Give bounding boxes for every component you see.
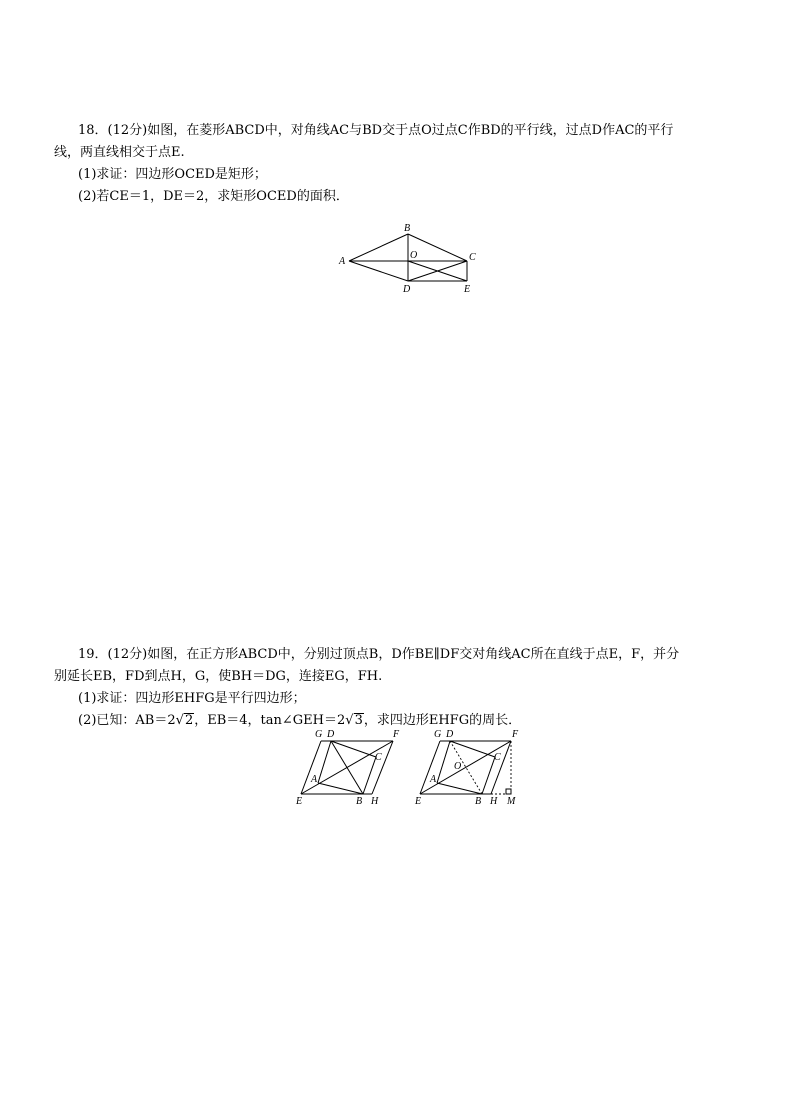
problem-18 (54, 120, 750, 208)
label-f: F (512, 729, 519, 740)
label-g: G (434, 729, 442, 740)
line-ef (420, 741, 511, 794)
label-c: C (469, 252, 476, 263)
part2-text-c: ，求四边形EHFG的周长． (363, 713, 522, 728)
label-a: A (430, 774, 437, 785)
problem-18-figure (336, 220, 486, 296)
problem-19 (54, 644, 750, 732)
label-d: D (327, 729, 335, 740)
label-e: E (464, 284, 471, 295)
right-angle-mark (506, 789, 511, 794)
label-o: O (454, 761, 462, 772)
side-ad (437, 741, 450, 783)
label-d: D (403, 284, 411, 295)
part2-text-a: (2)已知：AB＝2 (78, 713, 176, 728)
side-da (349, 261, 408, 281)
part2-text-b: ，EB＝4，tan∠GEH＝2 (194, 713, 346, 728)
problem-19-figure-right (410, 724, 535, 812)
line-eg (301, 741, 321, 794)
side-ba (318, 783, 363, 794)
radicand-2: 3 (354, 713, 363, 728)
problem-18-statement-line2: 线，两直线相交于点E. (54, 145, 185, 160)
sqrt-symbol: √ (345, 713, 354, 728)
label-h: H (490, 796, 498, 807)
label-b: B (475, 796, 482, 807)
side-dc (331, 741, 376, 757)
radicand-1: 2 (184, 713, 194, 728)
line-hf (491, 741, 511, 794)
label-g: G (315, 729, 323, 740)
label-f: F (393, 729, 400, 740)
problem-18-part2: (2)若CE＝1，DE＝2，求矩形OCED的面积． (78, 189, 349, 204)
label-m: M (507, 796, 516, 807)
label-b: B (404, 223, 411, 234)
side-ad (318, 741, 331, 783)
problem-19-statement-line1: 19．(12分)如图，在正方形ABCD中，分别过顶点B，D作BE∥DF交对角线AC所在直线于点E，F，并分 (78, 647, 680, 662)
side-ba (437, 783, 482, 794)
line-bd (331, 741, 363, 794)
side-dc (450, 741, 495, 757)
label-d: D (446, 729, 454, 740)
label-e: E (296, 796, 303, 807)
problem-18-part1: (1)求证：四边形OCED是矩形； (78, 167, 267, 182)
label-e: E (415, 796, 422, 807)
problem-18-statement-line1: 18．(12分)如图，在菱形ABCD中，对角线AC与BD交于点O过点C作BD的平行线，过点D作AC的平行 (78, 123, 674, 138)
label-o: O (410, 250, 418, 261)
label-h: H (371, 796, 379, 807)
label-c: C (494, 752, 501, 763)
side-ab (349, 234, 408, 261)
label-a: A (311, 774, 318, 785)
line-hf (372, 741, 393, 794)
problem-19-figure-left (290, 724, 410, 812)
problem-19-statement-line2: 别延长EB，FD到点H，G，使BH＝DG，连接EG，FH. (54, 669, 383, 684)
line-eg (420, 741, 440, 794)
problem-19-part1: (1)求证：四边形EHFG是平行四边形； (78, 691, 306, 706)
sqrt-symbol: √ (175, 713, 184, 728)
label-a: A (339, 256, 346, 267)
label-b: B (356, 796, 363, 807)
label-c: C (375, 752, 382, 763)
